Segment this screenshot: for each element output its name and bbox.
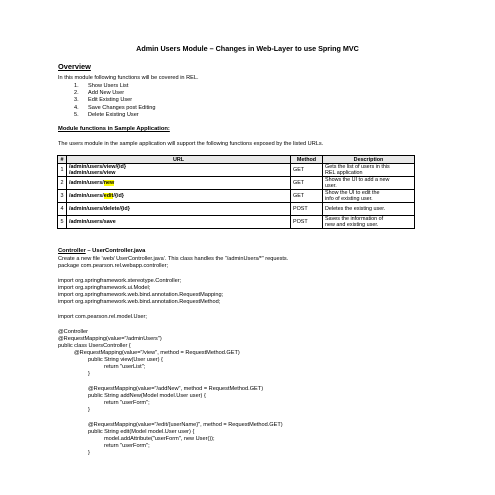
code-line: } <box>88 407 90 413</box>
controller-heading: Controller – UserController.java <box>58 248 146 254</box>
highlighted-text: new <box>103 180 115 186</box>
row-description: Shows the UI to add a new user. <box>323 177 415 190</box>
header-method: Method <box>291 156 323 164</box>
row-url: /admin/users/delete/{id} <box>67 203 291 216</box>
row-num: 2 <box>58 177 67 190</box>
code-line: public String view(User user) { <box>88 357 163 363</box>
package-line: package com.pearson.rel.webapp.controller; <box>58 263 169 269</box>
code-line: @RequestMapping(value="/addNew", method = RequestMethod.GET) <box>88 386 264 392</box>
row-description: Deletes the existing user. <box>323 203 415 216</box>
code-line: @Controller <box>58 329 88 335</box>
row-method: GET <box>291 164 323 177</box>
code-line: @RequestMapping(value="/adminUsers") <box>58 336 162 342</box>
table-header-row <box>58 156 415 164</box>
import-line: import org.springframework.ui.Model; <box>58 285 151 291</box>
row-method: POST <box>291 203 323 216</box>
overview-heading: Overview <box>58 62 91 71</box>
table-row <box>58 203 415 216</box>
document-title: Admin Users Module – Changes in Web-Layer to use Spring MVC <box>136 44 359 53</box>
create-file-line: Create a new file ‘web/ UserController.java’. This class handles the “/adminUsers/*” requests. <box>58 256 289 262</box>
code-line: public String addNew(Model model.User user) { <box>88 393 206 399</box>
header-num: # <box>58 156 67 164</box>
code-line: } <box>88 450 90 456</box>
row-method: GET <box>291 177 323 190</box>
list-item: 3. Edit Existing User <box>74 97 133 104</box>
overview-intro: In this module following functions will be covered in REL. <box>58 75 199 81</box>
header-url: URL <box>67 156 291 164</box>
row-url: /admin/users/edit/{id} <box>67 190 291 203</box>
row-description: Saves the information of new and existing user. <box>323 216 415 229</box>
table-row <box>58 190 415 203</box>
import-line: import org.springframework.web.bind.annotation.RequestMethod; <box>58 299 221 305</box>
code-line: public class UsersController { <box>58 343 131 349</box>
table-row <box>58 216 415 229</box>
url-table <box>57 155 415 229</box>
code-line: @RequestMapping(value="/edit/{userName}", method = RequestMethod.GET) <box>88 422 283 428</box>
header-description: Description <box>323 156 415 164</box>
import-line: import org.springframework.web.bind.annotation.RequestMapping; <box>58 292 224 298</box>
functions-list <box>74 83 155 119</box>
code-line: return "userForm"; <box>104 443 150 449</box>
list-item: 4. Save Changes post Editing <box>74 104 156 111</box>
table-row <box>58 177 415 190</box>
list-item: 2. Add New User <box>74 90 125 97</box>
import-line: import com.pearson.rel.model.User; <box>58 314 147 320</box>
code-line: model.addAttribute("userForm", new User()); <box>104 436 215 442</box>
row-method: POST <box>291 216 323 229</box>
code-line: @RequestMapping(value="/view", method = RequestMethod.GET) <box>74 350 240 356</box>
module-intro: The users module in the sample application will support the following functions exposed by the listed URLs. <box>58 141 324 147</box>
row-num: 5 <box>58 216 67 229</box>
row-description: Gets the list of users in this REL application <box>323 164 415 177</box>
table-row <box>58 164 415 177</box>
module-functions-heading: Module functions in Sample Application: <box>58 126 170 132</box>
row-url: /admin/users/new <box>67 177 291 190</box>
row-num: 3 <box>58 190 67 203</box>
list-item: 5. Delete Existing User <box>74 111 139 118</box>
row-description: Show the UI to edit the info of existing user. <box>323 190 415 203</box>
import-line: import org.springframework.stereotype.Controller; <box>58 278 182 284</box>
row-url: /admin/users/view/{id} /admin/users/view <box>67 164 291 177</box>
highlighted-text: edit <box>103 193 114 199</box>
code-line: return "userList"; <box>104 364 146 370</box>
row-num: 4 <box>58 203 67 216</box>
row-num: 1 <box>58 164 67 177</box>
row-url: /admin/users/save <box>67 216 291 229</box>
code-line: } <box>88 371 90 377</box>
row-method: GET <box>291 190 323 203</box>
code-line: public String edit(Model model.User user) { <box>88 429 195 435</box>
code-line: return "userForm"; <box>104 400 150 406</box>
list-item: 1. Show Users List <box>74 83 129 89</box>
